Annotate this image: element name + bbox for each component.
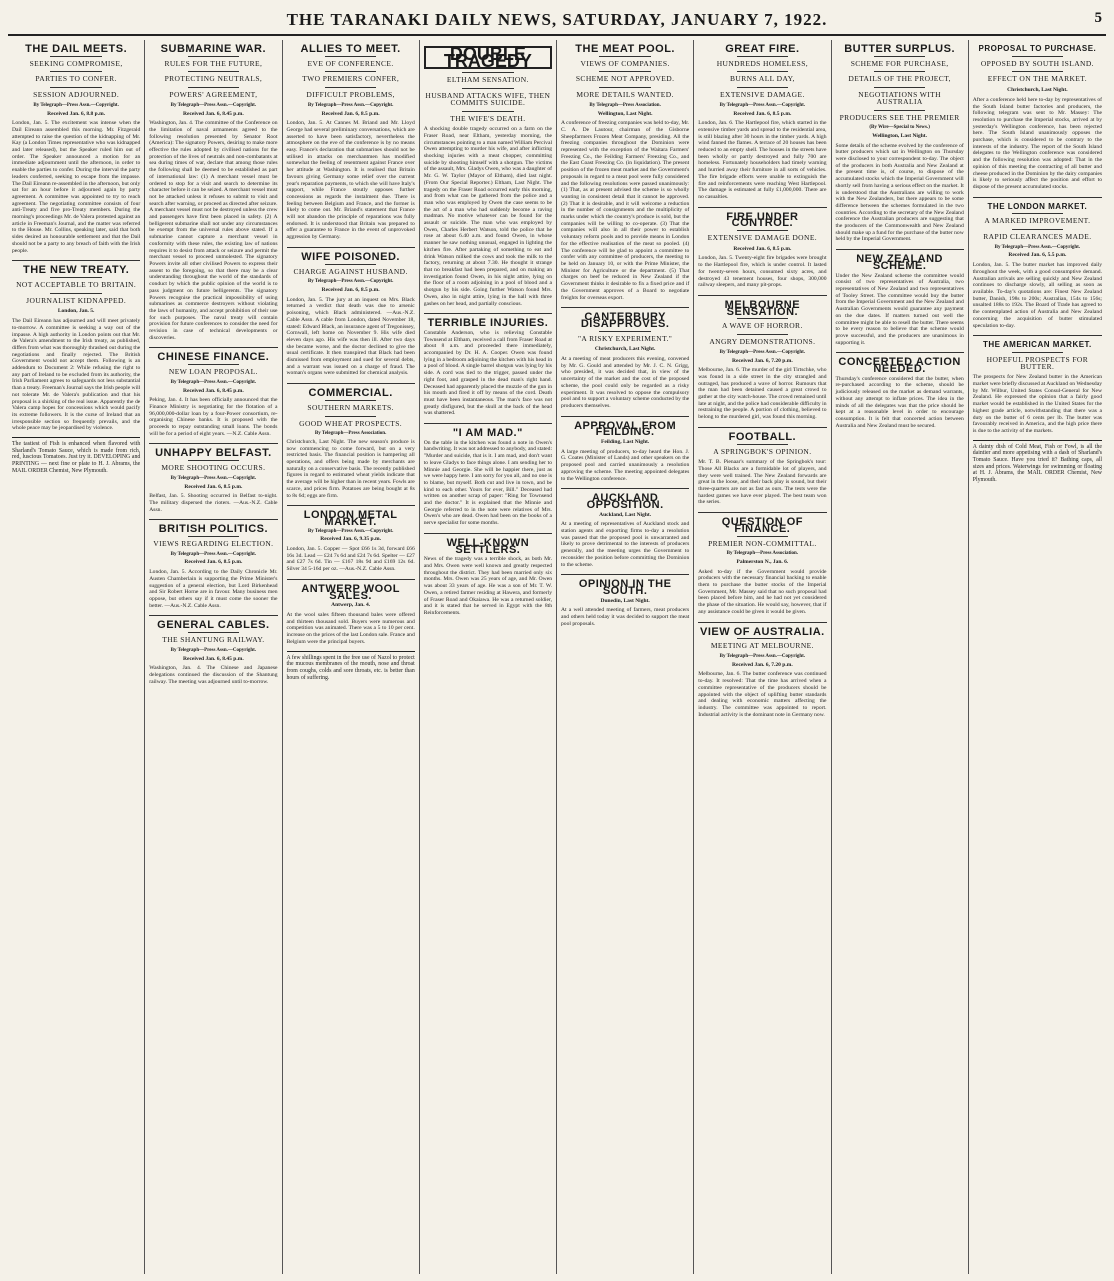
dateline: Received Jan. 6, 8.8 p.m. <box>47 110 106 117</box>
headline-rule <box>50 56 101 57</box>
section-divider <box>561 488 689 489</box>
dateline: London, Jan. 5. <box>57 308 95 315</box>
dateline: Dunedin, Last Night. <box>600 597 650 604</box>
article <box>149 519 277 609</box>
headline-block <box>424 317 552 330</box>
section-divider <box>698 295 826 296</box>
article-body: Belfast, Jan. 5. Shooting occurred in Belfast to-night. The military dispersed the rioters. —Aus.-N.Z. Cable Assn. <box>149 493 278 513</box>
subheadline: A MARKED IMPROVEMENT. <box>984 216 1091 226</box>
article-body: London, Jan. 5. The jury at an inquest on Mrs. Black returned a verdict that death was due to arsenic poisoning, which Black administered. —Aus.-N.Z. Cable Assn. A cable from London, dated November 18, stated: Edward Black, an insurance agent of Tregonissey, Cornwall, left home on November 9. His wife died eleven days ago. His wife was then ill. After two days she became worse, and the doctor declined to give the usual certificate. It then transpired that Black had been dismissed from employment and sued for several debts, and a warrant was issued on a charge of fraud. The woman's organs were submitted for chemical analysis. <box>286 296 415 377</box>
advertisement: A few shillings spent in the free use of Nazol to protect the mucous membranes of the mouth, nose and throat from coughs, colds and sore throats, etc. is better than hours of suffering. <box>287 651 415 682</box>
headline-rule <box>1012 56 1064 57</box>
section-divider <box>973 335 1102 336</box>
article-body: Melbourne, Jan. 6. The murder of the girl Tirtschke, who was found in a side street in the city strangled and outraged, has produced a wave of horror. Rumours that the man had been detained caused a great crowd to gather at the city watch-house. The crowd remained until late at night, and the police had considerable difficulty in restraining the people. A portion of clothing, believed to belong to the murdered girl, was found this morning. <box>698 367 827 421</box>
dateline: Received Jan. 6, 7.20 p.m. <box>732 357 793 364</box>
byline: By Telegraph—Press Assn.—Copyright. <box>170 647 257 653</box>
headline-rule <box>188 460 239 461</box>
advertisement: The tastiest of Fish is enhanced when flavored with Sharland's Tomato Sauce, which is made from rich, red, luscious Tomatoes. Just try it. DEVELOPING and PRINTING — next fine or plate to H. J. Abrams, the MAIL ORDER Chemist, New Plymouth. <box>12 437 140 475</box>
headline: BRITISH POLITICS. <box>158 523 269 536</box>
headline: SUBMARINE WAR. <box>160 43 267 55</box>
byline: By Telegraph—Press Assn.—Copyright. <box>170 475 257 481</box>
headline-block <box>836 356 964 376</box>
dateline: Feilding, Last Night. <box>600 439 650 446</box>
article <box>424 533 552 617</box>
subheadline: A SPRINGBOK'S OPINION. <box>713 446 812 456</box>
dateline: Wellington, Last Night. <box>872 132 927 139</box>
article <box>561 307 689 409</box>
subheadline: CHARGE AGAINST HUSBAND. <box>293 266 408 276</box>
dateline: Wellington, Last Night. <box>597 110 653 117</box>
subheadline: NOT ACCEPTABLE TO BRITAIN. <box>16 279 137 289</box>
headline-rule <box>325 87 376 88</box>
subheadline: THE WIFE'S DEATH. <box>450 113 526 123</box>
article <box>698 427 826 506</box>
headline-rule <box>737 444 788 445</box>
section-divider <box>698 622 826 623</box>
subheadline: MORE SHOOTING OCCURS. <box>161 463 266 473</box>
headline-block <box>698 430 826 456</box>
dateline: Received Jan. 6, 7.20 p.m. <box>732 661 793 668</box>
article <box>424 313 552 417</box>
headline-rule <box>874 110 925 111</box>
article <box>973 335 1102 434</box>
headline-block <box>287 43 415 100</box>
section-divider <box>836 352 964 353</box>
headline: WIFE POISONED. <box>301 250 400 263</box>
article-body: On the table in the kitchen was found a note in Owen's handwriting. It was not addressed to anybody, and stated: "Murder and suicide, that is it. I am mad, and don't want to leave Gladys to face things alone. I am sending her to Minnie and Georgie. She will be happier there, just as we were happy here. I am sorry for you all, and no one is to blame, but myself. Both cut and live in town, and be kind to each other. Yours for ever, Bill." Deceased had written on another scrap of paper: "Ring for Townsend and the doctor." It is explained that the Minnie and Georgie referred to in the note were relatives of Mrs. Owen's who are dead. Owen had been on the books of a nerve specialist for some months. <box>423 439 553 527</box>
article-body: At a meeting of representatives of Auckland stock and station agents and exporting firms to-day a resolution was passed that the proposed pool is unwarranted and likely to prove detrimental to the interests of producers generally, and the meeting urges the Government to reconsider the position before committing the Dominion to the scheme. <box>561 521 690 568</box>
article <box>286 43 415 241</box>
subheadline: NEW LOAN PROPOSAL. <box>168 367 258 377</box>
byline: By Telegraph—Press Assn.—Copyright. <box>719 102 806 108</box>
subheadline: HOPEFUL PROSPECTS FOR BUTTER. <box>986 354 1089 371</box>
article <box>287 383 415 499</box>
headline: OPINION IN THE SOUTH. <box>578 578 672 597</box>
headline: AUCKLAND OPPOSITION. <box>586 492 664 511</box>
article <box>149 347 277 437</box>
subheadline: TWO PREMIERS CONFER, <box>302 74 400 84</box>
article <box>287 579 415 646</box>
article-body: Melbourne, Jan. 6. The butter conference was continued to-day. It resolved: That the time has arrived when a committee representative of the producers should be appointed with the object of uplifting butter standards and dealing with economic matters affecting the industry. The committee was appointed to report. Industrial activity is the dominant note in Germany now. <box>698 671 827 718</box>
dateline: Antwerp, Jan. 4. <box>331 602 371 609</box>
headline: THE AMERICAN MARKET. <box>982 340 1092 350</box>
article-body: News of the tragedy was a terrible shock, as both Mr. and Mrs. Owen were well known and greatly respected throughout the district. They had been married only six months. Mrs. Owen was 25 years of age, and Mr. Owen was about 33 years of age. He was a son of Mr. T. W. Owen, a retired farmer residing at Hawera, and formerly of Fraser Road and Okaiawa. He was a returned soldier, and it is stated that he served in Egypt with the 8th Reinforcements. <box>423 556 552 616</box>
article <box>835 43 964 243</box>
subheadline: ELTHAM SENSATION. <box>446 75 529 85</box>
subheadline: ANGRY DEMONSTRATIONS. <box>709 337 816 347</box>
headline: UNHAPPY BELFAST. <box>155 447 272 460</box>
headline: THE NEW TREATY. <box>22 264 130 277</box>
headline-rule <box>188 56 239 57</box>
subheadline: NEGOTIATIONS WITH AUSTRALIA <box>858 90 941 106</box>
dateline: Received Jan. 6, 8.5 p.m. <box>184 559 243 566</box>
article-body: London, Jan. 5. Copper — Spot £66 1s 3d, forward £66 16s 3d. Lead — £24 7s 6d and £24 7s 6d. Spelter — £27 and £27 7s 6d. Tin — £167 18s 9d and £169 12s 6d. Silver 34 5-16d per oz. —Aus.-N.Z. Cable Assn. <box>286 546 415 573</box>
headline-rule <box>325 416 376 417</box>
headline-block <box>149 447 277 473</box>
headline-block <box>149 523 277 549</box>
article <box>149 43 278 341</box>
article-body: London, Jan. 5. The excitement was intense when the Dail Eireann assembled this morning. Mr. Fitzgerald attempted to raise the question of the kidnapping of Mr. Kay (a London Times representative who was kidnapped and later released), but the Speaker ruled him out of order. The Speaker announced a motion for an immediate adjournment until the afternoon, in order to enable the parties to confer. During the interval the party leaders conferred, seeking to escape from the impasse. The Dail Eireann re-assembled in the afternoon, but only sat for an hour before it adjourned again by party agreement. A committee was appointed to try to reach agreement. The negotiating committee consists of four anti-Treaty and five pro-Treaty members. During the morning's proceedings Mr. de Valera protested against an article in Freeman's Journal, and the matter was referred to the House. Mr. Collins, speaking later, said that both sides desired an honourable settlement and that the Dail should not be a party to any breach of faith with the Irish people. <box>12 120 141 254</box>
article <box>561 488 689 568</box>
headline-rule <box>50 71 101 72</box>
headline: QUESTION OF FINANCE. <box>721 516 804 535</box>
headline: NEW ZEALAND SCHEME. <box>856 253 944 272</box>
byline: By Telegraph—Press Assn.—Copyright. <box>719 654 806 659</box>
headline-rule <box>188 536 239 537</box>
dateline: Received Jan. 6, 8.45 p.m. <box>183 110 244 117</box>
headline-block <box>698 210 826 243</box>
article-body: Washington, Jan. 4. The committee of the Conference on the limitation of naval armaments agreed to the following resolution presented by Senator Root (America): The signatory Powers, desiring to make more effective the rules adopted by civilised nations for the protection of the lives of neutrals and non-combatants at sea during times of war, declare that among those rules the following shall be deemed to be established as part of international law: (1) A merchant vessel must be ordered to stop for a visit and search to determine its character before it can be seized. A merchant vessel must not be attacked unless it refuses to submit to visit and search after warning, or proceed as directed after seizure. A merchant vessel must not be destroyed unless the crew and passengers have first been placed in safety. (2) A belligerent submarine shall not under any circumstances be exempt from the universal rules above stated. If a submarine cannot capture a merchant vessel in conformity with these rules, the existing law of nations requires it to desist from attack or seizure and permit the merchant vessel to proceed unmolested. The signatory Powers invite all other civilised Powers to express their assent to the foregoing, so that there may be a clear understanding throughout the world of the standards of conduct by which the public opinion of the world is to pass judgment on future belligerents. The signatory Powers recognise the practical impossibility of using submarines as commerce destroyers without violating the laws of humanity, and accept prohibition of their use for such purposes. The naval treaty will contain provision for future conferences to consider the need for revision in case of technical developments or discoveries. <box>149 120 278 341</box>
headline-rule <box>188 632 239 633</box>
article <box>424 46 552 307</box>
article-body: At a meeting of meat producers this evening, convened by Mr. G. Gould and attended by Mr. J. C. N. Grigg, who presided, it was decided that, in view of the uncertainty of the market and the cost of the proposed scheme, the pool could only be regarded as a risky experiment. It was resolved to oppose the compulsory pool and to support a voluntary scheme conducted by the producers themselves. <box>561 356 690 409</box>
headline-block <box>424 427 552 440</box>
headline-rule <box>1012 352 1064 353</box>
headline-block <box>287 250 415 276</box>
article <box>561 574 689 627</box>
article-body: London, Jan. 5. The butter market has improved daily throughout the week, with a good consumptive demand. Australian arrivals are selling quickly and New Zealand continues to discharge slowly, all selling as soon as available. To-day's quotations are: Finest New Zealand butter, Danish, 198s to 200s; Australian, 154s to 156s; unsalted 188s to 192s. The Board of Trade has agreed to the contemplated action of Australia and New Zealand concerning the acquisition of butter stimulated speculation to-day. <box>972 262 1102 329</box>
byline: By Telegraph—Press Assn.—Copyright. <box>719 349 806 355</box>
masthead <box>8 6 1106 36</box>
section-divider <box>698 512 826 513</box>
headline-rule <box>599 87 650 88</box>
byline: By Telegraph—Press Assn.—Copyright. <box>307 102 394 108</box>
subheadline: JOURNALIST KIDNAPPED. <box>26 295 127 305</box>
headline-block <box>973 201 1102 242</box>
headline-rule <box>50 277 101 278</box>
headline-rule <box>462 111 513 112</box>
headline-rule <box>737 230 788 231</box>
subheadline: EXTENSIVE DAMAGE. <box>720 90 805 100</box>
section-divider <box>424 313 552 314</box>
headline-rule <box>737 536 788 537</box>
page-number: 5 <box>1094 10 1102 26</box>
section-divider <box>836 249 964 250</box>
byline: By Telegraph—Press Assn.—Copyright. <box>170 551 257 557</box>
headline-rule <box>737 318 788 319</box>
headline: GENERAL CABLES. <box>157 619 270 632</box>
headline-block <box>561 43 689 100</box>
subheadline: MEETING AT MELBOURNE. <box>710 641 814 651</box>
article <box>149 615 277 685</box>
byline: By Telegraph—Press Assn.—Copyright. <box>307 279 394 285</box>
subheadline: POWERS' AGREEMENT, <box>169 90 258 100</box>
headline-block <box>561 492 689 511</box>
headline-block <box>287 387 415 428</box>
headline: VIEW OF AUSTRALIA. <box>700 625 825 638</box>
subheadline: EFFECT ON THE MARKET. <box>987 74 1087 84</box>
headline: ALLIES TO MEET. <box>300 43 401 55</box>
subheadline: PREMIER NON-COMMITTAL. <box>708 538 817 548</box>
headline: MELBOURNE SENSATION. <box>724 298 801 318</box>
headline-block <box>424 46 552 122</box>
headline-rule <box>325 264 376 265</box>
subheadline: BURNS ALL DAY, <box>730 74 795 84</box>
dateline: Auckland, Last Night. <box>599 511 652 518</box>
headline: THE DAIL MEETS. <box>25 43 128 55</box>
article-body: The Dail Eireann has adjourned and will meet privately to-morrow. A committee is seeking a way out of the impasse. A high authority in London points out that Mr. de Valera's amendment to the Irish treaty, as published, differs from what was thoroughly thrashed out during the negotiations and finally rejected. The British Government would not accept them. Following is an addendum to Document 2: While refusing the right to any part of Ireland to be excluded from its authority, the Irish Parliament agrees to safeguards not less substantial than a treaty. Freeman's Journal says the Irish people will not tolerate Mr. de Valera's publication and that his proposal is a shirking of the real issue. Apparently the de Valera camp hopes for concessions which would pacify its extreme followers. It is the curse of Ireland that an irresponsible section so frequently prevails, and the whole peace may be jeopardised by violence. <box>12 318 141 432</box>
byline: By Telegraph—Press Association. <box>314 431 387 437</box>
section-divider <box>973 197 1102 198</box>
headline-rule <box>737 638 788 639</box>
article <box>698 295 826 421</box>
section-divider <box>149 519 277 520</box>
headline-block <box>836 253 964 272</box>
headline: CANTERBURY DISAPPROVES. <box>580 311 670 330</box>
dateline: Received Jan. 6, 8.5 p.m. <box>321 110 380 117</box>
headline-rule <box>188 364 239 365</box>
headline-block <box>561 578 689 597</box>
dateline: Palmerston N., Jan. 6. <box>736 558 789 565</box>
section-divider <box>698 427 826 428</box>
columns-grid <box>8 40 1106 1274</box>
section-divider <box>287 383 415 384</box>
subheadline: SCHEME FOR PURCHASE, <box>850 58 949 68</box>
headline-rule <box>737 71 788 72</box>
subheadline: RULES FOR THE FUTURE, <box>164 58 263 68</box>
column-6 <box>694 40 831 1274</box>
byline: By Telegraph—Press Assn.—Copyright. <box>307 528 394 534</box>
section-divider <box>287 579 415 580</box>
column-8 <box>969 40 1106 1274</box>
headline: PROPOSAL TO PURCHASE. <box>978 44 1097 53</box>
article <box>424 423 552 527</box>
headline-rule <box>737 334 788 335</box>
article <box>973 46 1102 191</box>
headline: WELL-KNOWN SETTLERS. <box>446 536 530 556</box>
article-body: A large meeting of producers, to-day heard the Hon. J. G. Coates (Minister of Lands) and other speakers on the proposed pool and carried unanimously a resolution approving the scheme. The meeting appointed delegates to the Wellington conference. <box>561 448 690 482</box>
headline-block <box>836 43 964 122</box>
headline-rule <box>188 71 239 72</box>
article-body: A shocking double tragedy occurred on a farm on the Fraser Road, near Eltham, yesterday morning, the circumstances pointing to a man named William Percival Owen attempting to murder his wife, and after inflicting shocking injuries with a meat chopper, committing suicide by shooting himself with a shotgun. The victims of the assault, Mrs. Gladys Owen, who was a daughter of Mr. G. W. Taylor (Mayor of Eltham), died last night. (From Our Special Reporter.) Eltham, Last Night. The tragedy on the Fraser Road occurred early this morning, and from what can be gathered from the police and a man who was employed by Owen the case seems to be the act of a man who had suddenly become a raving madman. No motive whatever can be found for the assault or suicide. The man who was employed by Owen, Charles Herbert Watson, told the police that he rose at about 6.40 a.m. and found Owen, in whose manner he saw nothing unusual, engaged in lighting the kitchen fire. After partaking of something to eat and drink Watson milked the cows and took the milk to the factory, returning at about 7.30. He thought it strange that no breakfast had been prepared, and on making an investigation found Owen, in his night attire, lying on the floor of a room adjoining in a pool of blood and a shotgun by his side. Going further Watson found Mrs. Owen, also in night attire, lying in the hall with three gashes on her head, and partially conscious. <box>423 126 552 307</box>
headline: DOUBLE TRAGEDY <box>424 46 552 69</box>
subheadline: PROTECTING NEUTRALS, <box>164 74 263 84</box>
headline: THE LONDON MARKET. <box>987 201 1088 211</box>
article <box>973 197 1102 330</box>
subheadline: HUNDREDS HOMELESS, <box>716 58 809 68</box>
article-body: London, Jan. 5. According to the Daily Chronicle Mr. Austen Chamberlain is supporting the Prime Minister's suggestion of a general election, but Lord Birkenhead and Sir Robert Horne are in favour. Many business men oppose, but others say if it must come the sooner the better. —Aus.-N.Z. Cable Assn. <box>149 569 278 609</box>
article <box>698 622 826 719</box>
subheadline: SCHEME NOT APPROVED. <box>575 74 675 84</box>
article <box>836 249 964 346</box>
article <box>287 247 415 377</box>
headline-rule <box>50 87 101 88</box>
subheadline: DIFFICULT PROBLEMS, <box>306 90 395 100</box>
dateline: Received Jan. 6, 8.5 p.m. <box>733 110 792 117</box>
dateline: Received Jan. 6, 8.5 p.m. <box>321 286 380 293</box>
column-7 <box>832 40 969 1274</box>
advertisement: A dainty dish of Cold Meat, Fish or Fowl, is all the daintier and more appetising with a dash of Sharland's Tomato Sauce. Have you tried it? Bathing caps, all sizes and prices. Waterwings for swimming or floating at H. J. Abrams, the MAIL ORDER Chemist, New Plymouth. <box>973 440 1102 484</box>
headline: CHINESE FINANCE. <box>157 351 270 364</box>
subheadline: EXTENSIVE DAMAGE DONE. <box>707 233 818 243</box>
article-body: Washington, Jan. 4. The Chinese and Japanese delegations continued the discussion of the Shantung railway. The meeting was adjourned until to-morrow. <box>149 665 278 685</box>
byline: (By Wire—Special to News.) <box>869 125 930 131</box>
dateline: Received Jan. 6, 8.45 p.m. <box>183 655 244 662</box>
byline: By Telegraph—Press Assn.—Copyright. <box>33 102 119 108</box>
masthead-title: THE TARANAKI DAILY NEWS, SATURDAY, JANUARY 7, 1922. <box>286 10 828 29</box>
headline-block <box>12 264 140 305</box>
headline-rule <box>1012 71 1064 72</box>
headline-rule <box>325 400 376 401</box>
subheadline: A WAVE OF HORROR. <box>722 321 803 331</box>
article <box>12 260 140 432</box>
headline: ANTWERP WOOL SALES. <box>301 582 400 602</box>
article-body: London, Jan. 5. At Cannes M. Briand and Mr. Lloyd George had several preliminary conversations, which are asserted to have been satisfactory, nevertheless the atmosphere on the eve of the conference is by no means easy. France's declaration that submarines should not be utilised in attacks on merchantmen has modified somewhat the feeling of resentment against France over her attitude at Washington. It is realised that Britain favours giving Germany some relief over the current year's reparation payments, to which she will have Italy's support, while France stoutly opposes further concessions as regards the instalment due. There is feeling between Belgium and France, and the former is likely to come out. Mr. Briand's statement that France will not abandon the principle of reparations was fully endorsed. It is understood that Britain was prepared to offer a guarantee to France in the event of unprovoked aggression by Germany. <box>286 120 415 241</box>
column-5 <box>557 40 694 1274</box>
dateline: Received Jan. 6, 8.45 p.m. <box>183 387 244 394</box>
column-2 <box>145 40 282 1274</box>
section-divider <box>424 533 552 534</box>
headline-rule <box>325 56 376 57</box>
headline-block <box>149 43 277 100</box>
dateline: Received Jan. 6, 9.35 p.m. <box>320 536 381 543</box>
subheadline: DETAILS OF THE PROJECT, <box>848 74 951 84</box>
headline-block <box>424 536 552 556</box>
section-divider <box>149 615 277 616</box>
headline-rule <box>599 331 650 332</box>
article-body: The prospects for New Zealand butter in the American market were briefly discussed at Auckland on Wednesday by Mr. Wilbur, United States Consul-General for New Zealand. He expressed the opinion that a fairly good market would be established in the United States for the highest grade article, notwithstanding that there was a duty on the butter of 6 cents per lb. The butter was favourably received in America, and the high price there is due to the activity of the markets. <box>972 374 1102 434</box>
headline-block <box>287 582 415 602</box>
section-divider <box>561 416 689 417</box>
headline-rule <box>599 71 650 72</box>
byline: By Telegraph—Press Assn.—Copyright. <box>170 379 257 385</box>
article <box>287 505 415 573</box>
dateline: Christchurch, Last Night. <box>594 346 656 353</box>
headline-rule <box>1012 213 1064 214</box>
article-body: London, Jan. 5. Twenty-eight fire brigades were brought to the Hartlepool fire, which is under control. It lasted for twenty-seven hours, consumed sixty acres, and destroyed 43 tenement houses, four shops, 300,000 railway sleepers, and many pit-props. <box>698 255 827 289</box>
headline-block <box>698 43 826 100</box>
article-body: London, Jan. 6. The Hartlepool fire, which started in the extensive timber yards and spread to the residential area, is still blazing after 30 hours in the timber yards. A high wind fanned the flames. A terrace of 20 houses has been reduced to an empty shell. The houses in the streets have been wholly or partly destroyed and fully 700 are homeless. Fortunately householders had timely warning and hurried away their furniture in all sorts of vehicles. The fire brigade efforts were unable to extinguish the fire and reinforcements were reaching West Hartlepool. The damage is estimated at fully £1,000,000. There are no casualties. <box>698 120 827 200</box>
headline-rule <box>325 71 376 72</box>
headline: FIRE UNDER CONTROL. <box>726 210 799 230</box>
article <box>149 443 277 513</box>
dateline: Received Jan. 6, 8.5 p.m. <box>184 483 243 490</box>
article-body: Thursday's conference considered that the butter, when re-purchased according to the scheme, should be judiciously released on the market as demand warrants, without any attempt to inflate prices. The idea in the minds of all the delegates was that the price should be kept at a reasonable level in order to encourage consumption. It is felt that concerted action between Australia and New Zealand must be secured. <box>835 375 964 429</box>
article-body: A conference of freezing companies was held to-day, Mr. C. A. De Lautour, chairman of the Gisborne Sheepfarmers Frozen Meat Company, presiding. All the freezing companies throughout the Dominion were represented with the exception of the Waitara Farmers' Freezing Co., the Feilding Farmers' Freezing Co., and the East Coast Freezing Co. (in liquidation). The present position of the frozen meat market and the Government's proposals in regard to a meat pool were fully considered and the following resolutions were passed unanimously: (1) That, as at present advised the scheme is so wholly wanting in consistent detail that it cannot be approved. (2) That it is desirable, and it will welcome a reduction in the number of consignments and the multiplicity of marks under which the country's produce is sold, but the companies will be willing to co-operate. (3) That the companies will also in all their power to establish voluntary reform pools and to provide means in London for the effective realisation of the meat so pooled. (4) The conference will be glad to appoint a committee to confer with any committee of producers, the meeting to be held on January 10, or with the Prime Minister, the Minister for Agriculture or the department. (5) That charges on beef be reduced in New Zealand if the Government thinks it desirable to fix a fixed price and if the Government approves of a Board to negotiate freights for overseas export. <box>561 120 690 301</box>
section-divider <box>698 207 826 208</box>
subheadline: OPPOSED BY SOUTH ISLAND. <box>980 58 1094 68</box>
headline-rule <box>874 56 925 57</box>
article <box>561 43 690 301</box>
byline: By Telegraph—Press Association. <box>589 102 661 108</box>
article-body: Asked to-day if the Government would provide producers with the necessary financial backing to enable them to purchase the butter stocks of the Imperial Government, Mr. Massey said that no such proposal had been placed before him, and he had not yet considered the phase of the situation. He would say, however, that if any assistance could be given it would be given. <box>698 568 827 615</box>
article <box>836 352 964 429</box>
subheadline: RAPID CLEARANCES MADE. <box>983 232 1092 242</box>
subheadline: SEEKING COMPROMISE, <box>29 58 123 68</box>
article <box>12 43 141 254</box>
dateline: Received Jan. 6, 8.5 p.m. <box>733 245 792 252</box>
headline-block <box>698 516 826 548</box>
headline-rule <box>50 293 101 294</box>
subheadline: GOOD WHEAT PROSPECTS. <box>299 418 403 428</box>
headline: APPROVAL FROM FEILDING. <box>574 419 677 439</box>
column-1 <box>8 40 145 1274</box>
headline: TERRIBLE INJURIES. <box>427 317 549 330</box>
headline-rule <box>188 87 239 88</box>
subheadline: MORE DETAILS WANTED. <box>576 90 674 100</box>
article-body: Under the New Zealand scheme the committee would consist of two representatives of Australia, two representatives of New Zealand and two representatives of Tooley Street. The committee would buy the butter from the Imperial Government and the New Zealand and Australian Governments would guarantee any payment on the due dates. If matters turned out well the committee might be able to resell the butter. There seems to be every reason to believe that the scheme would prove successful, and the producers are unanimous in supporting it. <box>835 272 964 346</box>
article-body: Peking, Jan. 4. It has been officially announced that the Finance Ministry is negotiating for the flotation of a 96,000,000-dollar loan by a four-Power consortium, re-organising Chinese banks. It is proposed with the proceeds to repay outstanding small loans. The bonds will be for a period of eight years. —N.Z. Cable Assn. <box>149 397 278 437</box>
article-body: Christchurch, Last Night. The new season's produce is now commencing to come forward, but on a very restricted basis. The financial position is hampering all operations, and offers being made by merchants are naturally on a conservative basis. The recently published figures in regard to estimated wheat yields indicate that the average will be higher than in recent years. Fowls are scarce, and prices firm. Potatoes are being bought at 8s to 8s 6d; eggs are firm. <box>286 438 415 499</box>
article-body: Some details of the scheme evolved by the conference of butter producers which sat in Wellington on Thursday were disclosed to your correspondent to-day. The object of the producers in both Australia and New Zealand at the present time is, of course, to dispose of the accumulated stocks which the Imperial Government will shortly sell from having a serious effect on the market. It is understood that the Australians are willing to work with the New Zealanders, but there appears to be some difference between the schemes formulated in the two countries. According to the secretary of the New Zealand conference the Australian producers are suggesting that the producers of the Commonwealth and New Zealand should make up a fund for the purchase of the butter now held by the Imperial Government. <box>835 142 964 243</box>
headline: THE MEAT POOL. <box>575 43 675 55</box>
subheadline: SESSION ADJOURNED. <box>33 90 120 100</box>
subheadline: VIEWS OF COMPANIES. <box>580 58 670 68</box>
dateline: Received Jan. 6, 5.5 p.m. <box>1008 252 1067 259</box>
headline: GREAT FIRE. <box>725 43 800 55</box>
subheadline: PARTIES TO CONFER. <box>35 74 117 84</box>
section-divider <box>287 505 415 506</box>
column-3 <box>283 40 420 1274</box>
headline-rule <box>462 72 513 73</box>
subheadline: THE SHANTUNG RAILWAY. <box>162 635 265 645</box>
headline-block <box>973 342 1102 370</box>
headline-block <box>698 298 826 347</box>
byline: By Telegraph—Press Association. <box>726 551 799 557</box>
headline-rule <box>462 88 513 89</box>
dateline: Christchurch, Last Night. <box>1007 87 1068 94</box>
headline-block <box>561 311 689 343</box>
headline: BUTTER SURPLUS. <box>844 43 956 55</box>
headline-block <box>149 351 277 377</box>
headline-block <box>698 625 826 651</box>
headline-block <box>561 419 689 439</box>
column-4 <box>420 40 557 1274</box>
section-divider <box>149 443 277 444</box>
article <box>561 416 689 483</box>
headline-rule <box>599 56 650 57</box>
section-divider <box>287 247 415 248</box>
headline: "I AM MAD." <box>452 427 523 440</box>
article-body: After a conference held here to-day by representatives of the South Island butter factories and producers, the following telegram was sent to Mr. Massey: The resolution to purchase the Imperial stocks, arrived at by yesterday's Wellington conference, has been rejected here. The South Island unanimously opposes the purchase, which is considered to be contrary to the interests of the industry. The report of the South Island delegates to the Wellington conference was considered and the following resolution was adopted: That in the opinion of this meeting the contracting of all butter and cheese produced in the Dominion by the dairy companies is likely to seriously affect the position and effort to dispose of the present accumulated stocks. <box>972 96 1102 190</box>
article <box>698 43 827 201</box>
headline-rule <box>1012 229 1064 230</box>
article <box>698 512 826 615</box>
article <box>698 207 826 289</box>
article-body: Constable Anderson, who is relieving Constable Townsend at Eltham, received a call from Fraser Road at about 8 a.m. and proceeded there immediately, accompanied by Dr. H. A. Cooper. Owen was found lying in a bedroom adjoining the kitchen with his head in a pool of blood. A single barrel shotgun was lying by his side. A cord was tied to the trigger, passed under the right foot, and grasped in the dead man's right hand. Deceased had apparently placed the muzzle of the gun in his mouth and fired it off by means of the cord. Death must have been instantaneous. The man's face was not greatly disfigured, but the skull at the back of the head was shattered. <box>423 329 552 417</box>
headline-rule <box>737 87 788 88</box>
headline-block <box>973 46 1102 83</box>
headline: CONCERTED ACTION NEEDED. <box>838 356 961 376</box>
byline: By Telegraph—Press Assn.—Copyright. <box>170 102 257 108</box>
subheadline: PRODUCERS SEE THE PREMIER <box>839 112 960 122</box>
headline-block <box>287 509 415 528</box>
section-divider <box>149 347 277 348</box>
section-divider <box>424 423 552 424</box>
article-body: At the wool sales fifteen thousand bales were offered and thirteen thousand sold. Buyers were numerous and competition was animated. There was a 5 to 10 per cent. increase on the prices of the last London sale. France and Belgium were the principal buyers. <box>286 612 415 645</box>
headline-rule <box>874 71 925 72</box>
subheadline: EVE OF CONFERENCE. <box>307 58 394 68</box>
headline: FOOTBALL. <box>728 430 797 443</box>
headline-rule <box>874 87 925 88</box>
byline: By Telegraph—Press Assn.—Copyright. <box>994 244 1081 250</box>
headline-block <box>12 43 140 100</box>
subheadline: VIEWS REGARDING ELECTION. <box>153 539 274 549</box>
headline: LONDON METAL MARKET. <box>303 509 398 528</box>
headline-block <box>149 619 277 645</box>
article-body: At a well attended meeting of farmers, meat producers and others held today it was decided to support the meat pool proposals. <box>561 607 690 627</box>
subheadline: SOUTHERN MARKETS. <box>307 402 394 412</box>
section-divider <box>561 574 689 575</box>
subheadline: HUSBAND ATTACKS WIFE, THEN COMMITS SUICIDE. <box>425 91 551 107</box>
section-divider <box>561 307 689 308</box>
headline: COMMERCIAL. <box>308 387 393 400</box>
article-body: Mr. T. B. Pienaar's summary of the Springbok's tour: Those All Blacks are a formidable lot of players, and they were well trained. The New Zealand forwards are great in the loose, and their back play is sound, but their three-quarters are not as fast as ours. The tests were the hardest games we have ever played. The best team won the series. <box>698 459 827 506</box>
subheadline: "A RISKY EXPERIMENT." <box>577 333 673 343</box>
section-divider <box>12 260 140 261</box>
headline-rule <box>737 56 788 57</box>
